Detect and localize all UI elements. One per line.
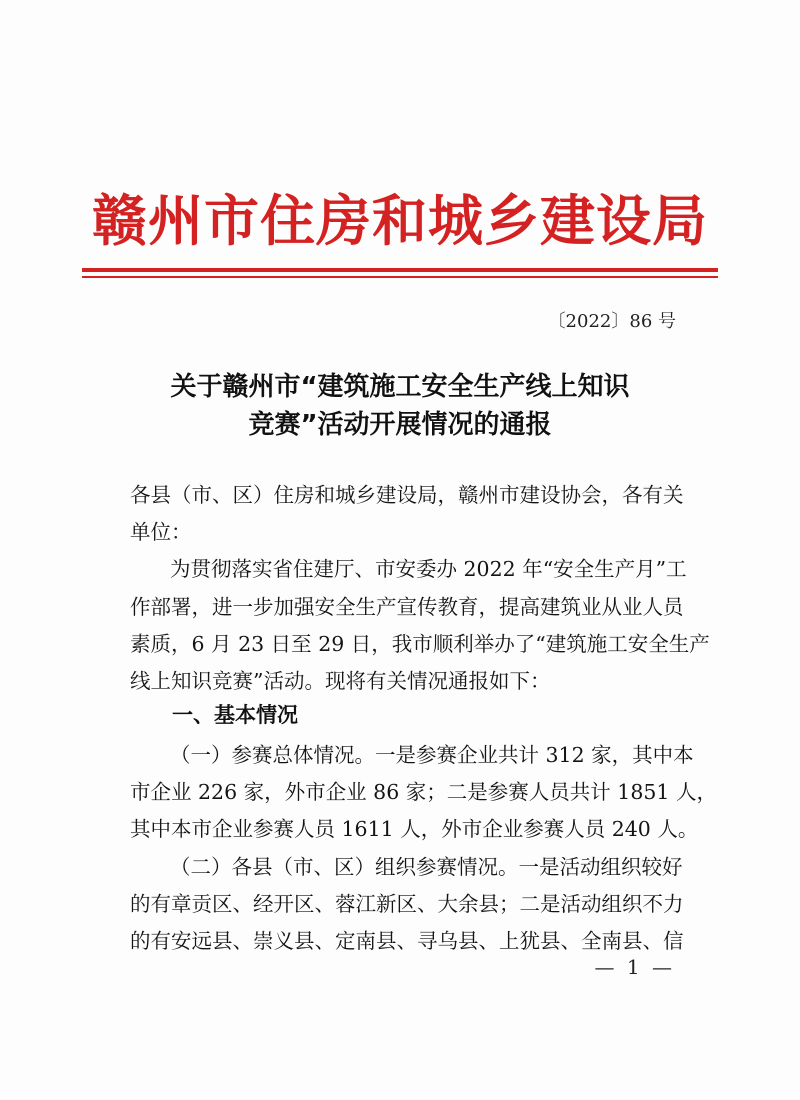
agency-letterhead: 赣州市住房和城乡建设局 — [91, 189, 708, 253]
para2-line-2: 的有章贡区、经开区、蓉江新区、大余县；二是活动组织不力 — [130, 892, 684, 916]
letterhead-rule-thin — [82, 276, 718, 278]
section-heading-1: 一、基本情况 — [172, 703, 298, 727]
intro-line-2: 作部署，进一步加强安全生产宣传教育，提高建筑业从业人员 — [130, 595, 684, 619]
page-number: — 1 — — [594, 955, 672, 979]
para1-line-2: 市企业 226 家，外市企业 86 家；二是参赛人员共计 1851 人， — [130, 780, 717, 804]
document-title-line-2: 竞赛”活动开展情况的通报 — [248, 410, 552, 440]
para1-line-3: 其中本市企业参赛人员 1611 人，外市企业参赛人员 240 人。 — [130, 817, 699, 841]
document-number: 〔2022〕86 号 — [547, 311, 676, 332]
addressee-line-1: 各县（市、区）住房和城乡建设局，赣州市建设协会，各有关 — [130, 483, 684, 507]
para2-line-1: （二）各县（市、区）组织参赛情况。一是活动组织较好 — [170, 855, 683, 879]
intro-line-3: 素质，6 月 23 日至 29 日，我市顺利举办了“建筑施工安全生产 — [130, 632, 710, 656]
document-title-line-1: 关于赣州市“建筑施工安全生产线上知识 — [170, 372, 630, 402]
intro-line-1: 为贯彻落实省住建厅、市安委办 2022 年“安全生产月”工 — [170, 557, 687, 581]
addressee-line-2: 单位： — [130, 520, 192, 544]
para1-line-1: （一）参赛总体情况。一是参赛企业共计 312 家，其中本 — [170, 743, 694, 767]
para2-line-3: 的有安远县、崇义县、定南县、寻乌县、上犹县、全南县、信 — [130, 929, 684, 953]
letterhead-rule-thick — [82, 268, 718, 272]
intro-line-4: 线上知识竞赛”活动。现将有关情况通报如下： — [130, 669, 551, 693]
